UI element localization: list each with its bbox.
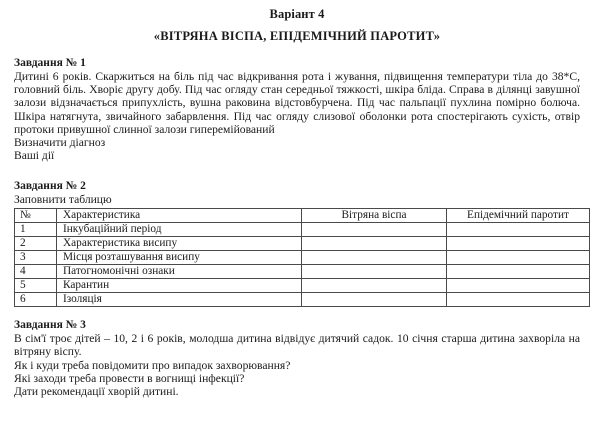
cell-characteristic: Характеристика висипу: [57, 237, 302, 251]
cell-characteristic: Інкубаційний період: [57, 223, 302, 237]
cell-number: 5: [15, 279, 57, 293]
table-row: [15, 223, 590, 237]
cell-varicella[interactable]: [302, 223, 447, 237]
cell-characteristic: Ізоляція: [57, 293, 302, 307]
cell-mumps[interactable]: [447, 251, 590, 265]
cell-mumps[interactable]: [447, 293, 590, 307]
table-body: [15, 223, 590, 307]
cell-varicella[interactable]: [302, 265, 447, 279]
table-row: [15, 265, 590, 279]
table-row: [15, 279, 590, 293]
cell-number: 2: [15, 237, 57, 251]
cell-number: 1: [15, 223, 57, 237]
cell-varicella[interactable]: [302, 293, 447, 307]
cell-mumps[interactable]: [447, 223, 590, 237]
table-row: [15, 251, 590, 265]
cell-mumps[interactable]: [447, 237, 590, 251]
task-3-question-recommendations: Дати рекомендації хворій дитині.: [14, 385, 179, 399]
column-header-number: №: [15, 209, 57, 223]
cell-characteristic: Карантин: [57, 279, 302, 293]
task-2-instruction: Заповнити таблицю: [14, 192, 112, 206]
task-1-question-diagnosis: Визначити діагноз: [14, 136, 106, 150]
task-1-body: Дитині 6 років. Скаржиться на біль під час відкривання рота і жування, підвищення температури тіла до 38*С, головний біль. Хворіє другу добу. Під час огляду стан середньої тяжкості, шкіра бліда. Справа в ділянці завушної залози відзначається припухлість, вушна раковина відстовбурчена. Під час пальпації пухлина помірно болюча. Шкіра натягнута, звичайного забарвлення. Під час огляду слизової оболонки рота спостерігають сухість, отвір протоки привушної слинної залози гиперемійований: [14, 70, 580, 136]
cell-mumps[interactable]: [447, 265, 590, 279]
cell-number: 4: [15, 265, 57, 279]
cell-characteristic: Патогномонічні ознаки: [57, 265, 302, 279]
cell-varicella[interactable]: [302, 279, 447, 293]
table-row: [15, 293, 590, 307]
cell-characteristic: Місця розташування висипу: [57, 251, 302, 265]
task-1-question-actions: Ваші дії: [14, 149, 55, 163]
task-2-heading: Завдання № 2: [14, 179, 86, 192]
page-subtitle: «ВІТРЯНА ВІСПА, ЕПІДЕМІЧНИЙ ПАРОТИТ»: [153, 29, 441, 43]
table-header: [15, 209, 590, 223]
cell-number: 6: [15, 293, 57, 307]
cell-mumps[interactable]: [447, 279, 590, 293]
task-3-heading: Завдання № 3: [14, 319, 86, 332]
cell-varicella[interactable]: [302, 251, 447, 265]
task-3-question-reporting: Як і куди треба повідомити про випадок захворювання?: [14, 358, 291, 372]
cell-number: 3: [15, 251, 57, 265]
column-header-characteristic: Характеристика: [57, 209, 302, 223]
table-header-row: [15, 209, 590, 223]
table-row: [15, 237, 590, 251]
characteristics-table: [14, 208, 590, 307]
cell-varicella[interactable]: [302, 237, 447, 251]
page-title: Варіант 4: [269, 7, 325, 21]
task-1-heading: Завдання № 1: [14, 57, 86, 69]
task-3-question-measures: Які заходи треба провести в вогнищі інфекції?: [14, 372, 245, 386]
task-3-body: В сім'ї троє дітей – 10, 2 і 6 років, молодша дитина відвідує дитячий садок. 10 січня старша дитина захворіла на вітряну віспу.: [14, 332, 580, 359]
column-header-mumps: Епідемічний паротит: [447, 209, 590, 223]
column-header-varicella: Вітряна віспа: [302, 209, 447, 223]
